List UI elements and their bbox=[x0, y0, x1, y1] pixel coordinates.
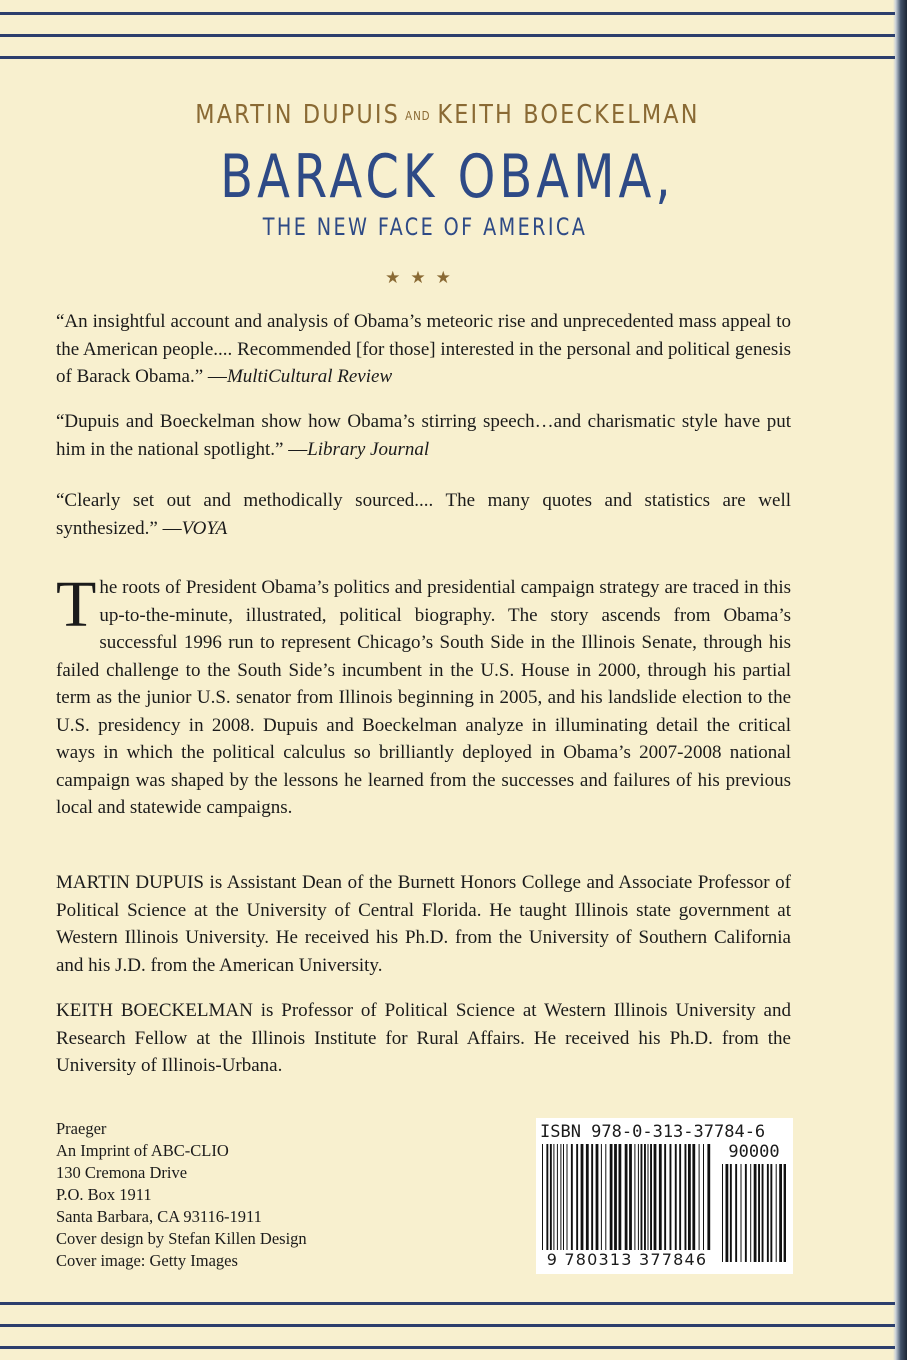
barcode-bar bbox=[750, 1164, 751, 1262]
barcode-bar bbox=[741, 1164, 742, 1262]
description-text: he roots of President Obama’s politics and presidential campaign strategy are traced in this up-to-the-minute, illustrated, political biography. The story ascends from Obama’s successful 1996 run to represent Chicago’s South Side in the Illinois Senate, through his failed challenge to the South Side’s incumbent in the U.S. House in 2000, through his partial term as the junior U.S. senator from Illinois beginning in 2005, and his landslide election to the U.S. presidency in 2008. Dupuis and Boeckelman analyze in illuminating detail the critical ways in which the political calculus so brilliantly deployed in Obama’s 2007-2008 national campaign was shaped by the lessons he learned from the successes and failures of his previous local and statewide campaigns. bbox=[56, 577, 791, 818]
barcode-bar bbox=[591, 1144, 593, 1262]
barcode-bar bbox=[726, 1164, 729, 1262]
bottom-rule bbox=[0, 1302, 895, 1305]
barcode-bar bbox=[707, 1144, 710, 1262]
barcode-bar bbox=[644, 1144, 646, 1262]
review-text: “Clearly set out and methodically sourced.... The many quotes and statistics are well synthesized.” — bbox=[56, 490, 791, 539]
book-description bbox=[56, 568, 791, 822]
author-conjunction: AND bbox=[405, 109, 431, 123]
barcode-bar bbox=[679, 1144, 681, 1262]
barcode-bar bbox=[758, 1164, 760, 1262]
barcode-bar bbox=[754, 1164, 757, 1262]
isbn-label: ISBN 978-0-313-37784-6 bbox=[540, 1122, 766, 1142]
barcode-bar bbox=[722, 1164, 723, 1262]
barcode-bar bbox=[648, 1144, 649, 1262]
barcode-bar bbox=[567, 1144, 568, 1262]
barcode-bar bbox=[601, 1144, 602, 1262]
barcode-bar bbox=[784, 1164, 786, 1262]
barcode-bar bbox=[767, 1164, 769, 1262]
bottom-rule bbox=[0, 1346, 895, 1349]
barcode-bar bbox=[546, 1144, 548, 1262]
review-quote bbox=[56, 408, 791, 463]
review-text: “Dupuis and Boeckelman show how Obama’s stirring speech…and charismatic style have put him in the national spotlight.” — bbox=[56, 411, 791, 460]
barcode-bar bbox=[779, 1164, 782, 1262]
barcode-bars bbox=[542, 1144, 712, 1262]
barcode-bar bbox=[730, 1164, 732, 1262]
review-source: Library Journal bbox=[307, 438, 430, 460]
barcode-bar bbox=[557, 1144, 558, 1262]
barcode-bar bbox=[670, 1144, 672, 1262]
review-text: “An insightful account and analysis of Obama’s meteoric rise and unprecedented mass appeal to the American people.... Recommended [for those] interested in the personal and political genesis of Barack Obama.” — bbox=[56, 311, 791, 387]
barcode-bar bbox=[614, 1144, 617, 1262]
barcode-bar bbox=[664, 1144, 666, 1262]
barcode-bar bbox=[571, 1144, 573, 1262]
publisher-line: Cover design by Stefan Killen Design bbox=[56, 1229, 307, 1248]
barcode-bar bbox=[685, 1144, 687, 1262]
review-quote bbox=[56, 487, 791, 542]
barcode-bar bbox=[629, 1144, 632, 1262]
book-title: BARACK OBAMA, bbox=[220, 142, 675, 212]
barcode-bar bbox=[542, 1144, 543, 1262]
review-source: VOYA bbox=[181, 517, 228, 539]
barcode-bar bbox=[550, 1144, 552, 1262]
publisher-line: 130 Cremona Drive bbox=[56, 1163, 188, 1182]
barcode-bar bbox=[634, 1144, 635, 1262]
barcode-bar bbox=[745, 1164, 747, 1262]
review-quote bbox=[56, 308, 791, 391]
barcode-bar bbox=[675, 1144, 677, 1262]
barcode-digits: 9 780313 377846 bbox=[536, 1250, 718, 1269]
author-name: MARTIN DUPUIS bbox=[195, 100, 401, 130]
barcode-bar bbox=[762, 1164, 764, 1262]
barcode-bar bbox=[654, 1144, 657, 1262]
cover-edge-photo-strip bbox=[893, 0, 907, 1360]
publisher-line: P.O. Box 1911 bbox=[56, 1185, 152, 1204]
review-source: MultiCultural Review bbox=[226, 366, 393, 387]
barcode-bar bbox=[563, 1144, 564, 1262]
barcode-bar bbox=[699, 1144, 700, 1262]
barcode-bar bbox=[659, 1144, 662, 1262]
barcode-bar bbox=[770, 1164, 772, 1262]
barcode-bar bbox=[641, 1144, 643, 1262]
barcode-bar bbox=[703, 1144, 704, 1262]
barcode-bar bbox=[619, 1144, 622, 1262]
barcode-bar bbox=[596, 1144, 599, 1262]
author-bio-text: MARTIN DUPUIS is Assistant Dean of the Burnett Honors College and Associate Professor of Political Science at the University of Central Florida. He taught Illinois state government at Western Illinois University. He received his Ph.D. from the University of Southern California and his J.D. from the American University. bbox=[56, 872, 791, 976]
barcode-bar bbox=[776, 1164, 777, 1262]
publisher-line: Praeger bbox=[56, 1119, 107, 1138]
authors-line bbox=[63, 100, 833, 130]
barcode-bar bbox=[576, 1144, 578, 1262]
publisher-info bbox=[56, 1118, 376, 1272]
publisher-line: Cover image: Getty Images bbox=[56, 1251, 238, 1270]
publisher-line: Santa Barbara, CA 93116-1911 bbox=[56, 1207, 262, 1226]
author-bio bbox=[56, 869, 791, 979]
bottom-rule bbox=[0, 1324, 895, 1327]
barcode-bar bbox=[638, 1144, 639, 1262]
star-ornament: ★★★ bbox=[385, 268, 461, 287]
top-rule bbox=[0, 56, 895, 59]
barcode-bar bbox=[688, 1144, 691, 1262]
author-name: KEITH BOECKELMAN bbox=[437, 100, 700, 130]
top-rule bbox=[0, 12, 895, 15]
book-subtitle: THE NEW FACE OF AMERICA bbox=[262, 213, 588, 241]
isbn-barcode bbox=[536, 1118, 793, 1274]
barcode-bar bbox=[650, 1144, 652, 1262]
barcode-bar bbox=[581, 1144, 584, 1262]
barcode-bar bbox=[735, 1164, 737, 1262]
top-rule bbox=[0, 34, 895, 37]
barcode-bar bbox=[610, 1144, 613, 1262]
barcode-bar bbox=[625, 1144, 628, 1262]
barcode-bar bbox=[553, 1144, 554, 1262]
barcode-addon-bars bbox=[722, 1164, 786, 1262]
barcode-bar bbox=[586, 1144, 589, 1262]
barcode-bar bbox=[692, 1144, 695, 1262]
publisher-line: An Imprint of ABC-CLIO bbox=[56, 1141, 229, 1160]
barcode-bar bbox=[605, 1144, 606, 1262]
barcode-bar bbox=[560, 1144, 561, 1262]
author-bio bbox=[56, 997, 791, 1080]
author-bio-text: KEITH BOECKELMAN is Professor of Political Science at Western Illinois University and Research Fellow at the Illinois Institute for Rural Affairs. He received his Ph.D. from the University of Illinois-Urbana. bbox=[56, 1000, 791, 1076]
barcode-addon-digits: 90000 bbox=[728, 1142, 780, 1162]
drop-cap: T bbox=[56, 568, 97, 641]
